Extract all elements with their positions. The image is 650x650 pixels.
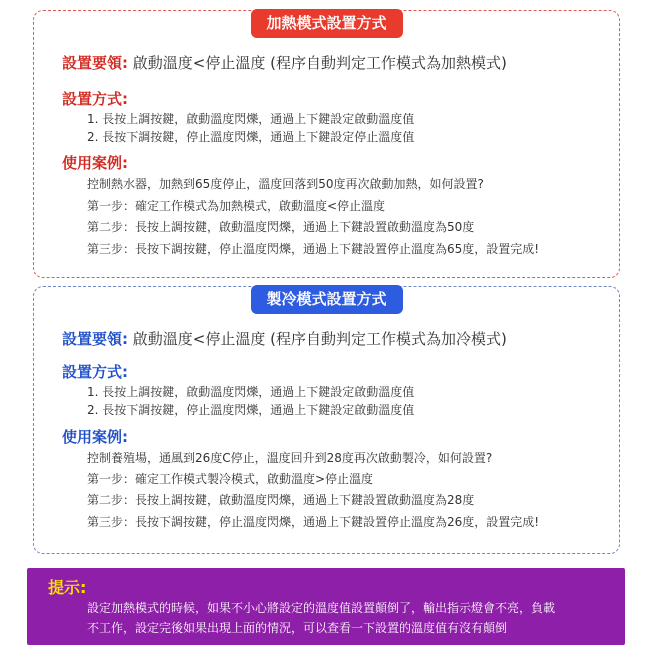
tip-box — [27, 568, 625, 645]
heating-case-line-1: 控制熱水器，加熱到65度停止，溫度回落到50度再次啟動加熱，如何設置? — [87, 177, 484, 191]
cooling-case-line-4: 第三步：長按下調按鍵，停止溫度閃爍，通過上下鍵設置停止溫度為26度，設置完成! — [87, 515, 540, 529]
heating-method-label: 設置方式: — [62, 90, 128, 108]
cooling-case-line-1: 控制養殖場，通風到26度C停止，溫度回升到28度再次啟動製冷，如何設置? — [87, 451, 493, 465]
heating-mode-panel — [33, 10, 620, 278]
cooling-principle-label: 設置要領: — [62, 330, 128, 348]
heating-mode-title: 加熱模式設置方式 — [250, 9, 402, 38]
heating-case-label: 使用案例: — [62, 154, 128, 172]
cooling-principle-text: 啟動溫度<停止溫度 (程序自動判定工作模式為加冷模式) — [128, 330, 507, 348]
heating-principle-label: 設置要領: — [62, 54, 128, 72]
cooling-step-1: 1. 長按上調按鍵，啟動溫度閃爍，通過上下鍵設定啟動溫度值 — [87, 385, 415, 399]
cooling-case-line-2: 第一步：確定工作模式製冷模式，啟動溫度>停止溫度 — [87, 472, 374, 486]
cooling-case-line-3: 第二步：長按上調按鍵，啟動溫度閃爍，通過上下鍵設置啟動溫度為28度 — [87, 493, 475, 507]
cooling-method-label: 設置方式: — [62, 363, 128, 381]
heating-case-line-4: 第三步：長按下調按鍵，停止溫度閃爍，通過上下鍵設置停止溫度為65度，設置完成! — [87, 242, 540, 256]
heating-principle-text: 啟動溫度<停止溫度 (程序自動判定工作模式為加熱模式) — [128, 54, 507, 72]
cooling-case-label: 使用案例: — [62, 428, 128, 446]
cooling-step-2: 2. 長按下調按鍵，停止溫度閃爍，通過上下鍵設定啟動溫度值 — [87, 403, 415, 417]
tip-line-2: 不工作，設定完後如果出現上面的情況，可以查看一下設置的溫度值有沒有顛倒 — [87, 621, 508, 635]
tip-line-1: 設定加熱模式的時候，如果不小心將設定的溫度值設置顛倒了，輸出指示燈會不亮，負載 — [87, 601, 556, 615]
heating-principle — [62, 52, 507, 73]
heating-step-1: 1. 長按上調按鍵，啟動溫度閃爍，通過上下鍵設定啟動溫度值 — [87, 112, 415, 126]
cooling-principle — [62, 328, 507, 349]
tip-title: 提示: — [48, 578, 87, 597]
cooling-mode-title: 製冷模式設置方式 — [250, 285, 402, 314]
heating-case-line-3: 第二步：長按上調按鍵，啟動溫度閃爍，通過上下鍵設置啟動溫度為50度 — [87, 220, 475, 234]
cooling-mode-panel — [33, 286, 620, 554]
heating-case-line-2: 第一步：確定工作模式為加熱模式，啟動溫度<停止溫度 — [87, 199, 386, 213]
heating-step-2: 2. 長按下調按鍵，停止溫度閃爍，通過上下鍵設定停止溫度值 — [87, 130, 415, 144]
